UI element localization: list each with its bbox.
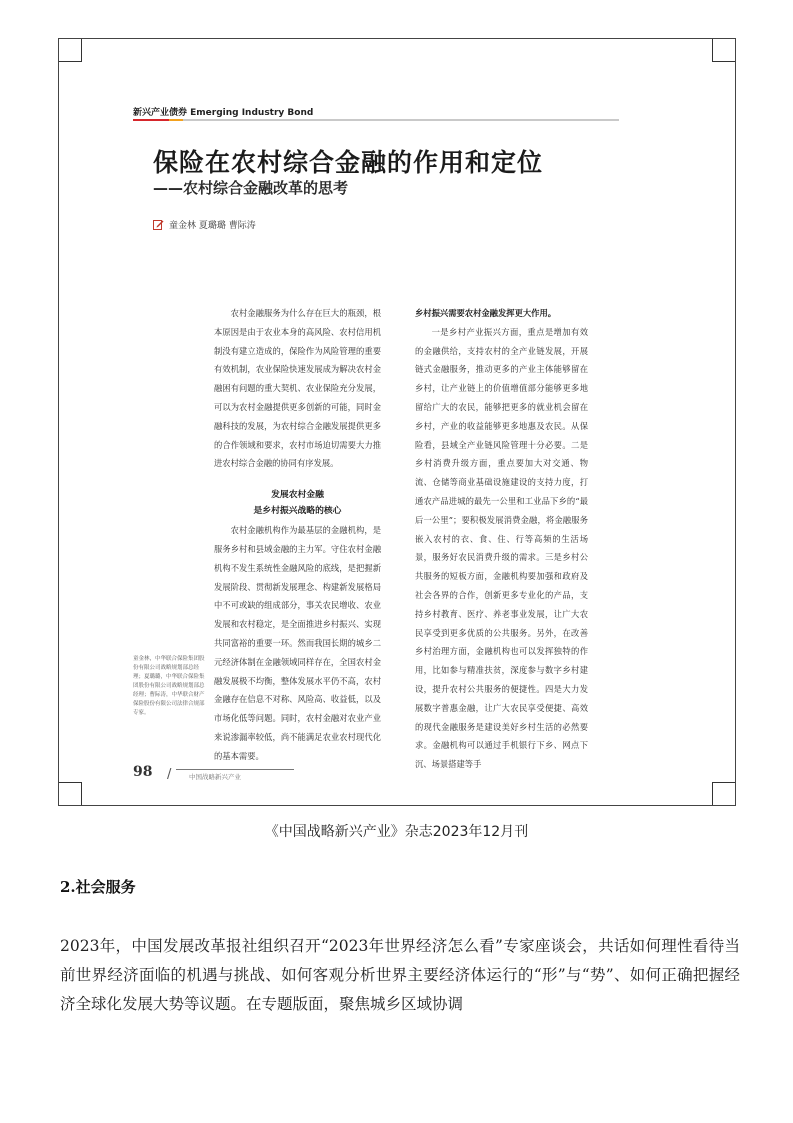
footer-rule bbox=[176, 769, 294, 770]
column-heading-line-2: 是乡村振兴战略的核心 bbox=[253, 506, 342, 517]
column-heading-line-1: 发展农村金融 bbox=[271, 490, 324, 501]
page-number: 98 bbox=[133, 764, 153, 780]
footer-publication-name: 中国战略新兴产业 bbox=[189, 773, 241, 781]
article-subtitle: ——农村综合金融改革的思考 bbox=[153, 179, 349, 197]
crop-mark-top-left bbox=[59, 39, 82, 62]
article-title: 保险在农村综合金融的作用和定位 bbox=[153, 148, 544, 177]
column-heading bbox=[214, 487, 381, 519]
right-column-paragraph: 一是乡村产业振兴方面，重点是增加有效的金融供给，支持农村的全产业链发展，开展链式金融服务，推动更多的产业主体能够留在乡村，让产业链上的价值增值部分能够更多地留给广大的农民，能够把更多的就业机会留在乡村，产业的收益能够更多地惠及农民。从保险看，县域全产业链风险管理十分必要。二是乡村消费升级方面，重点要加大对交通、物流、仓储等商业基础设施建设的支持力度，打通农产品进城的最先一公里和工业品下乡的“最后一公里”；要积极发展消费金融，将金融服务嵌入农村的衣、食、住、行等高频的生活场景，服务好农民消费升级的需求。三是乡村公共服务的短板方面，金融机构要加强和政府及社会各界的合作，创新更多专业化的产品，支持乡村教育、医疗、养老事业发展，让广大农民享受到更多优质的公共服务。另外，在改善乡村治理方面，金融机构也可以发挥独特的作用，比如参与精准扶贫，深度参与数字乡村建设，提升农村公共服务的便捷性。四是大力发展数字普惠金融，让广大农民享受便捷、高效的现代金融服务是建设美好乡村生活的必然要求。金融机构可以通过手机银行下乡、网点下沉、场景搭建等手 bbox=[415, 326, 588, 770]
image-caption: 《中国战略新兴产业》杂志2023年12月刊 bbox=[264, 824, 529, 840]
article-column-left bbox=[214, 304, 381, 766]
author-bio: 童金林，中华联合保险集团股份有限公司战略规划部总经理；夏璐璐，中华联合保险集团股份有限公司战略规划部总经理；曹际涛，中华联合财产保险股份有限公司法律合规部专家。 bbox=[133, 656, 205, 716]
section-divider bbox=[133, 119, 619, 121]
footer-slash: / bbox=[167, 767, 172, 782]
right-column-heading: 乡村振兴需要农村金融发挥更大作用。 bbox=[415, 308, 557, 318]
crop-mark-bottom-left bbox=[59, 782, 82, 805]
edit-pen-icon bbox=[153, 219, 164, 230]
section-divider-accent bbox=[133, 119, 169, 121]
crop-mark-top-right bbox=[712, 39, 735, 62]
byline bbox=[153, 218, 256, 231]
section-header: 新兴产业债券 Emerging Industry Bond bbox=[133, 108, 314, 118]
intro-paragraph: 农村金融服务为什么存在巨大的瓶颈，根本原因是由于农业本身的高风险、农村信用机制没有建立造成的，保险作为风险管理的重要有效机制，农业保险快速发展成为解决农村金融困有问题的重大契机、农业保险充分发展，可以为农村金融提供更多创新的可能，同时金融科技的发展，为农村综合金融发展提供更多的合作领域和要求，农村市场迫切需要大力推进农村综合金融的协同有序发展。 bbox=[214, 308, 381, 469]
body-paragraph: 农村金融机构作为最基层的金融机构，是服务乡村和县域金融的主力军。守住农村金融机构不发生系统性金融风险的底线，是把握新发展阶段、贯彻新发展理念、构建新发展格局中不可或缺的组成部分，事关农民增收、农业发展和农村稳定，是全面推进乡村振兴、实现共同富裕的重要一环。然而我国长期的城乡二元经济体制在金融领域同样存在，全国农村金融发展极不均衡，整体发展水平仍不高，农村金融存在信息不对称、风险高、收益低，以及市场化低等问题。同时，农村金融对农业产业来说渗漏率较低，尚不能满足农业农村现代化的基本需要。 bbox=[214, 525, 381, 761]
crop-mark-bottom-right bbox=[712, 782, 735, 805]
article-column-right bbox=[415, 304, 588, 774]
article-authors: 童金林 夏璐璐 曹际涛 bbox=[169, 221, 256, 231]
magazine-page-scan bbox=[58, 38, 736, 806]
section-body-paragraph: 2023年，中国发展改革报社组织召开“2023年世界经济怎么看”专家座谈会，共话如何理性看待当前世界经济面临的机遇与挑战、如何客观分析世界主要经济体运行的“形”与“势”、如何正确把握经济全球化发展大势等议题。在专题版面，聚焦城乡区域协调 bbox=[60, 937, 740, 1013]
section-divider-accent-orange bbox=[169, 119, 183, 121]
section-heading: 2.社会服务 bbox=[60, 878, 136, 896]
